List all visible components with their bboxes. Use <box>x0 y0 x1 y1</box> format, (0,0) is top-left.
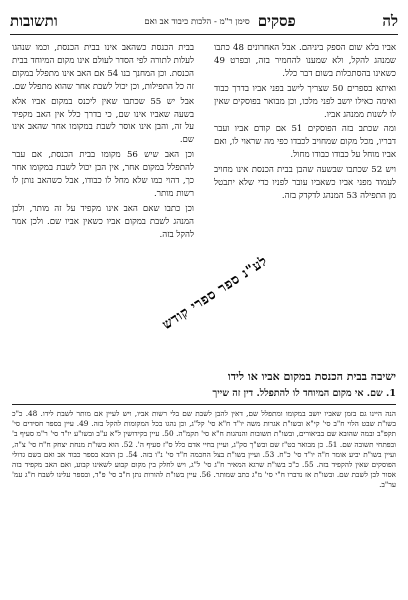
paragraph: בבית הכנסת כשהאב אינו בבית הכנסת, וכמו שנהגו לעלות לתורה לפי הסדר לעולם אינו מקום המיוחד בבית הכנסת. וכן המחנך בנו 54 אם האב אינו מתפלל במקום זה כל התפילות, וכן יכול לשבת אחר שהוא מתפלל שם. <box>12 43 194 92</box>
footnotes: הנה היינו גם בזמן שאביו יושב במקומו ומתפלל שם, דאין להבן לשבת שם בלי רשות אביו, ויש לעיין אם מותר לשבת לידו. 48. כ"כ בשו"ת שבט הלוי ח"ב סי' קי"א ובשו"ת אגרות משה יו"ד ח"א סי' קל"ג, וכן נהגו בכל המקומות להקל בזה. 49. עיין בספר חסידים סי' תקפ"ב ובמה שהובא שם בביאורים, ובשו"ת תשובות והנהגות ח"א סי' תקמ"ה. 50. עיין בקידושין ל"א ע"ב ובשו"ע יו"ד סי' ר"מ סעיף ב' ובפתחי תשובה שם. 51. כן מבואר בט"ז שם ובש"ך סק"ג, ועיין בחיי אדם כלל ס"ז סעיף ה'. 52. הוא בשו"ת מנחת יצחק ח"ח סי' צ"ה, ועיין בשו"ת יביע אומר ח"ה יו"ד סי' כ"ח. 53. ועיין בשו"ת בצל החכמה ח"ד סי' נ"ו בזה. 54. כן הובא בספר כבוד אב ואם בשם גדולי הפוסקים שאין להקפיד בזה. 55. כ"כ בשו"ת שרגא המאיר ח"ג סי' ל"ג, ויש לחלק בין מקום קבוע לשאינו קבוע, ואם האב מקפיד בזה אסור לבן לשבת שם. ובשו"ת אז נדברו ח"י סי' מ"ג כתב שמותר. 56. עיין בשו"ת להורות נתן ח"ב סי' פ"ד, ובספר עלינו לשבח ח"ג עמ' ער"ב. <box>12 409 396 490</box>
paragraph: ומה שכתב בזה הפוסקים 51 אם קודם אביו ועבר דבריו, מכל מקום שמחויב לכבדו כפי מה שראוי לו, ואם אביו מוחל על כבודו כבודו מחול. <box>214 124 396 161</box>
right-column <box>214 42 396 364</box>
paragraph: וכן האב שיש 56 מקומו בבית הכנסת, אם עבר להתפלל במקום אחר, אין הבן יכול לשבת במקומו אחר כך, דהוי כמו שלא מחל לו כבודו, אבל כשהאב נותן לו רשות מותר. <box>12 150 194 199</box>
page-header <box>10 8 398 35</box>
paragraph: אביו בלא שום הספק ביניהם. אבל האחרונים 48 כתבו שמנהג להקל, ולא שמענו להחמיר בזה, ובפרט 49 כשאינו בהסתכלות בשום דבר כלל. <box>214 43 396 79</box>
book-title-right: ותשובות <box>10 11 58 30</box>
header-center <box>144 12 295 31</box>
section-first-line: 1. שם. אי מקום המיוחד לו להתפלל. דין זה שייך <box>212 388 396 399</box>
chapter-subtitle: סימן ר"מ - הלכות כיבוד אב ואם <box>144 16 250 27</box>
footnote-divider <box>12 404 396 405</box>
page-number: לה <box>382 11 398 30</box>
paragraph: ואיתא בספרים 50 שצריך לישב בפני אביו בדרך כבוד ואימה כאילו יושב לפני מלכו, וכן מבואר בפוסקים שאין לו לשנות ממנהג אביו. <box>214 83 396 120</box>
paragraph: וכן כתבו שאם האב אינו מקפיד על זה מותר, ולכן המנהג לשבת במקום אביו כשאין אביו שם. ולכן אמר להקל בזה. <box>12 203 194 240</box>
paragraph: ויש 52 שכתבו שבשעה שהבן בבית הכנסת אינו מחויב לעמוד מפני אביו כשאביו עובר לפניו כדי שלא יתבטל מן התפילה 53 המנהג לדקדק בזה. <box>214 165 396 201</box>
section-heading: ישיבה בבית הכנסת במקום אביו או לידו <box>227 370 396 383</box>
main-text-columns <box>12 42 396 364</box>
watermark-stamp: לע"נ ספר ספרי קודש <box>159 253 271 333</box>
paragraph: אבל יש 55 שכתבו שאין ליכנס במקום אביו אלא בשעה שאביו אינו שם, כי בדרך כלל אין האב מקפיד על זה, והבן אינו אוסר לשבת במקומו אחר שהאב אינו שם. <box>12 96 194 146</box>
book-title: פסקים <box>257 11 296 30</box>
